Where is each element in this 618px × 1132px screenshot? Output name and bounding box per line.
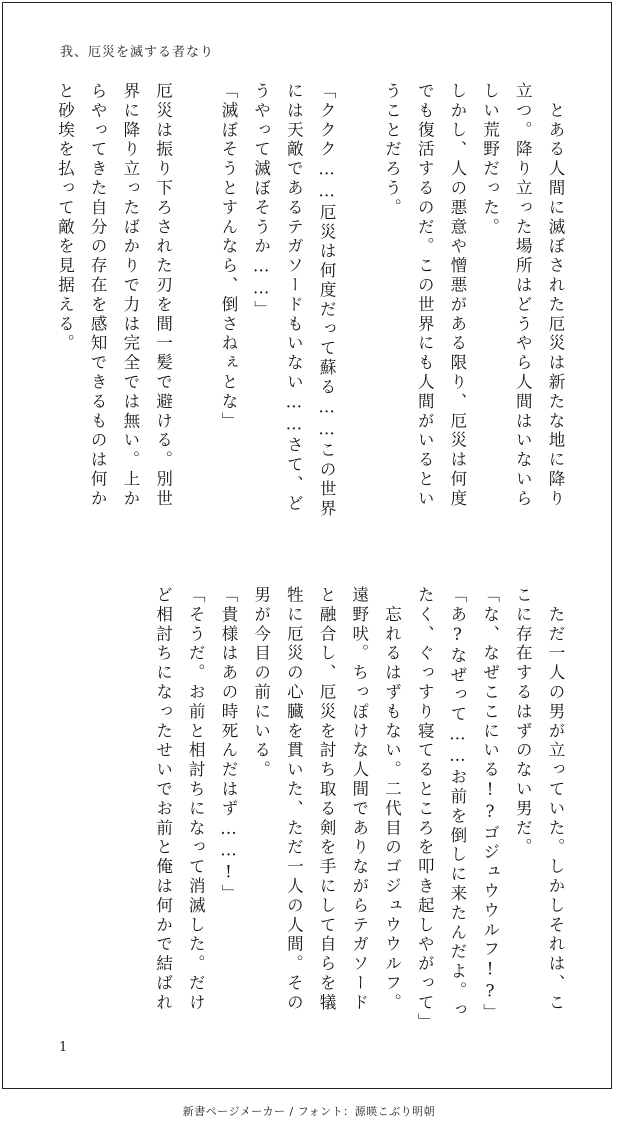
page-number: 1 — [59, 1040, 68, 1055]
blank-line — [342, 82, 375, 522]
paragraph: 厄災は振り下ろされた刃を間一髪で避ける。別世界に降り立ったばかりで力は完全では無い。上からやってきた自分の存在を感知できるものは何かと砂埃を払って敵を見据える。 — [55, 82, 173, 509]
paragraph: ただ一人の男が立っていた。しかしそれは、ここに存在するはずのない男だ。 — [513, 586, 565, 1013]
footer-credit: 新書ページメーカー / フォント：源暎こぶり明朝 — [182, 1105, 436, 1118]
paragraph: 「な、なぜここにいる!?ゴジュウウルフ!?」 — [480, 586, 500, 1023]
page-header-title: 我、厄災を滅する者なり — [60, 45, 215, 60]
page-frame — [2, 2, 612, 1089]
paragraph: 「ククク……厄災は何度だって蘇る……この世界には天敵であるテガソードもいない……さて、どうやって滅ぼそうか……」 — [251, 82, 337, 519]
paragraph: 「貴様はあの時死んだはず……!」 — [218, 586, 238, 904]
text-block-upper — [51, 82, 571, 522]
blank-line — [179, 82, 212, 522]
paragraph: とある人間に滅ぼされた厄災は新たな地に降り立つ。降り立った場所はどうやら人間はいないらしい荒野だった。 — [480, 82, 565, 509]
paragraph: 「あ?なぜって……お前を倒しに来たんだよ。ったく、ぐっすり寝てるところを叩き起しやがって」 — [415, 586, 467, 1033]
paragraph: 「そうだ。お前と相討ちになって消滅した。だけど相討ちになったせいでお前と俺は何かで結ばれ — [153, 586, 206, 1013]
paragraph: 忘れるはずもない。二代目のゴジュウウルフ。遠野吠。ちっぽけな人間でありながらテガソードと融合し、厄災を討ち取る剣を手にして自らを犠牲に厄災の心臓を貫いた、ただ一人の人間。その男が今目の前にいる。 — [251, 586, 402, 1013]
text-block-lower — [51, 586, 571, 1033]
paragraph: しかし、人の悪意や憎悪がある限り、厄災は何度でも復活するのだ。この世界にも人間がいるということだろう。 — [382, 82, 467, 509]
paragraph: 「滅ぼそうとすんなら、倒さねぇとな」 — [218, 82, 238, 432]
